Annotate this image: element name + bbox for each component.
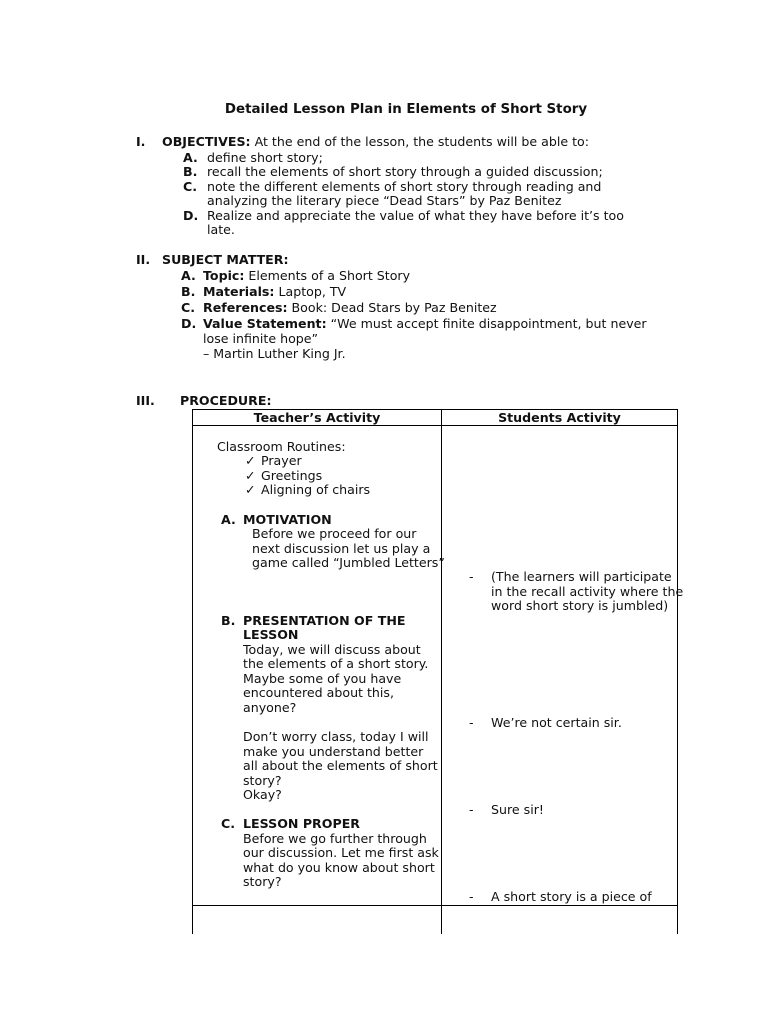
- response-dash: -: [469, 569, 474, 584]
- presentation-text: Don’t worry class, today I will: [243, 729, 429, 744]
- motivation-heading: MOTIVATION: [243, 512, 332, 527]
- response-dash: -: [469, 889, 474, 904]
- student-response: (The learners will participate: [491, 569, 672, 584]
- lesson-proper-text: story?: [243, 874, 282, 889]
- objectives-intro: At the end of the lesson, the students will be able to:: [254, 134, 589, 149]
- table-left-border: [192, 409, 193, 934]
- presentation-text: Today, we will discuss about: [243, 642, 421, 657]
- table-row-border: [192, 905, 678, 906]
- document-title: Detailed Lesson Plan in Elements of Short Story: [224, 102, 588, 117]
- subject-letter: B.: [181, 284, 196, 299]
- table-right-border: [677, 409, 678, 934]
- subject-value: Laptop, TV: [278, 284, 347, 299]
- student-response: word short story is jumbled): [491, 598, 669, 613]
- checkmark-icon: ✓: [245, 482, 256, 497]
- routine-item: ✓ Greetings: [245, 468, 323, 483]
- subject-label: Materials:: [203, 284, 275, 299]
- subject-letter: D.: [181, 316, 197, 331]
- subject-item-topic: [203, 269, 410, 284]
- routines-label: Classroom Routines:: [217, 439, 346, 454]
- subject-matter-heading: SUBJECT MATTER:: [162, 252, 289, 267]
- motivation-letter: A.: [221, 512, 236, 527]
- subject-letter: C.: [181, 300, 196, 315]
- subject-item-materials: [203, 285, 346, 300]
- presentation-letter: B.: [221, 613, 236, 628]
- presentation-text: make you understand better: [243, 744, 424, 759]
- subject-value: “We must accept finite disappointment, but never: [330, 316, 647, 331]
- motivation-text: next discussion let us play a: [252, 541, 431, 556]
- checkmark-icon: ✓: [245, 453, 256, 468]
- routine-item: ✓ Prayer: [245, 453, 302, 468]
- objective-letter: B.: [183, 164, 198, 179]
- subject-value: Book: Dead Stars by Paz Benitez: [291, 300, 497, 315]
- presentation-text: Okay?: [243, 787, 282, 802]
- student-response: in the recall activity where the: [491, 584, 684, 599]
- subject-label: Topic:: [203, 268, 245, 283]
- value-statement-line2: lose infinite hope”: [203, 331, 319, 346]
- lesson-proper-text: Before we go further through: [243, 831, 427, 846]
- subject-letter: A.: [181, 268, 196, 283]
- column-header-teacher: Teacher’s Activity: [253, 410, 381, 425]
- objective-text: recall the elements of short story through a guided discussion;: [207, 164, 603, 179]
- procedure-heading: PROCEDURE:: [180, 393, 272, 408]
- presentation-heading: PRESENTATION OF THE: [243, 613, 406, 628]
- objective-text: analyzing the literary piece “Dead Stars” by Paz Benitez: [207, 193, 562, 208]
- student-response: Sure sir!: [491, 802, 544, 817]
- subject-label: Value Statement:: [203, 316, 327, 331]
- lesson-proper-text: what do you know about short: [243, 860, 435, 875]
- presentation-text: Maybe some of you have: [243, 671, 402, 686]
- value-statement-author: – Martin Luther King Jr.: [203, 346, 346, 361]
- presentation-text: encountered about this,: [243, 685, 394, 700]
- subject-item-references: [203, 301, 497, 316]
- column-header-students: Students Activity: [498, 410, 621, 425]
- motivation-text: game called “Jumbled Letters”: [252, 555, 445, 570]
- objective-letter: D.: [183, 208, 199, 223]
- student-response: We’re not certain sir.: [491, 715, 622, 730]
- objectives-numeral: I.: [136, 134, 146, 149]
- objectives-heading: OBJECTIVES:: [162, 134, 251, 149]
- table-middle-border: [441, 409, 442, 934]
- presentation-text: story?: [243, 773, 282, 788]
- subject-matter-numeral: II.: [136, 252, 151, 267]
- presentation-text: the elements of a short story.: [243, 656, 429, 671]
- presentation-text: all about the elements of short: [243, 758, 438, 773]
- response-dash: -: [469, 802, 474, 817]
- subject-item-value-statement: [203, 317, 647, 332]
- lesson-proper-heading: LESSON PROPER: [243, 816, 360, 831]
- lesson-proper-letter: C.: [221, 816, 236, 831]
- objective-letter: A.: [183, 150, 198, 165]
- table-header-border: [192, 425, 678, 426]
- objective-text: define short story;: [207, 150, 323, 165]
- presentation-text: anyone?: [243, 700, 297, 715]
- routine-item: ✓ Aligning of chairs: [245, 482, 371, 497]
- objectives-heading-line: [162, 135, 589, 150]
- student-response: A short story is a piece of: [491, 889, 652, 904]
- motivation-text: Before we proceed for our: [252, 526, 417, 541]
- lesson-proper-text: our discussion. Let me first ask: [243, 845, 439, 860]
- objective-letter: C.: [183, 179, 198, 194]
- presentation-heading: LESSON: [243, 627, 299, 642]
- subject-value: Elements of a Short Story: [248, 268, 411, 283]
- checkmark-icon: ✓: [245, 468, 256, 483]
- procedure-numeral: III.: [136, 393, 155, 408]
- objective-text: Realize and appreciate the value of what they have before it’s too: [207, 208, 624, 223]
- objective-text: late.: [207, 222, 235, 237]
- subject-label: References:: [203, 300, 288, 315]
- response-dash: -: [469, 715, 474, 730]
- objective-text: note the different elements of short story through reading and: [207, 179, 602, 194]
